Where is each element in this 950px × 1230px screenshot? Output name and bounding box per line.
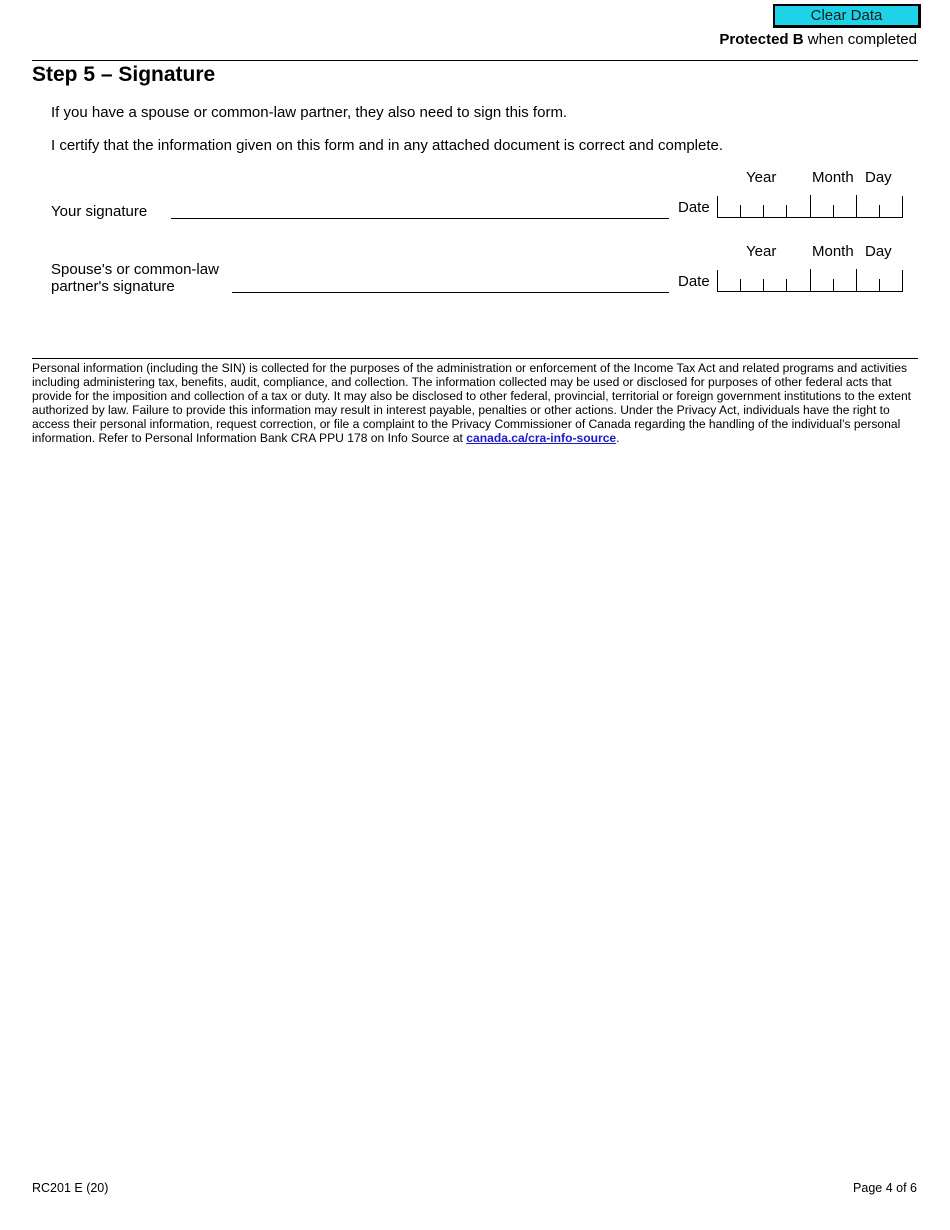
date-label: Date [678, 273, 710, 290]
spouse-note: If you have a spouse or common-law partner, they also need to sign this form. [51, 104, 568, 121]
form-code: RC201 E (20) [32, 1181, 109, 1195]
protected-when-completed: when completed [803, 31, 917, 48]
year-header: Year [746, 243, 777, 260]
day-header: Day [865, 169, 892, 186]
spouse-signature-label-line2: partner's signature [51, 278, 175, 295]
month-header: Month [812, 243, 854, 260]
privacy-end: . [616, 431, 620, 445]
spouse-signature-date-field[interactable] [717, 270, 903, 292]
date-label: Date [678, 199, 710, 216]
your-signature-date-field[interactable] [717, 196, 903, 218]
spouse-signature-label [51, 261, 219, 295]
your-signature-label: Your signature [51, 203, 148, 220]
day-header: Day [865, 243, 892, 260]
protected-b-label: Protected B [719, 31, 804, 48]
privacy-divider [32, 358, 918, 359]
cra-info-source-link[interactable]: canada.ca/cra-info-source [466, 431, 617, 445]
clear-data-button[interactable]: Clear Data [773, 4, 921, 28]
privacy-text: Personal information (including the SIN) is collected for the purposes of the administration or enforcement of the Income Tax Act and related programs and activities including administering tax, benefits, audit, compliance, and collection. The information collected may be used or disclosed for purposes of other federal acts that provide for the imposition and collection of a tax or duty. It may also be disclosed to other federal, provincial, territorial or foreign government institutions to the extent authorized by law. Failure to provide this information may result in interest payable, penalties or other actions. Under the Privacy Act, individuals have the right to access their personal information, request correction, or file a complaint to the Privacy Commissioner of Canada regarding the handling of the individual’s personal information. Refer to Personal Information Bank CRA PPU 178 on Info Source at [32, 361, 912, 445]
certification-statement: I certify that the information given on this form and in any attached document is correct and complete. [51, 137, 724, 154]
protected-b-notice [719, 31, 917, 48]
page-number: Page 4 of 6 [853, 1181, 917, 1195]
month-header: Month [812, 169, 854, 186]
privacy-notice [32, 361, 918, 445]
spouse-signature-label-line1: Spouse's or common-law [51, 261, 219, 278]
year-header: Year [746, 169, 777, 186]
spouse-signature-field[interactable] [232, 292, 669, 293]
header-divider [32, 60, 918, 61]
step-title: Step 5 – Signature [32, 63, 216, 86]
your-signature-field[interactable] [171, 218, 669, 219]
